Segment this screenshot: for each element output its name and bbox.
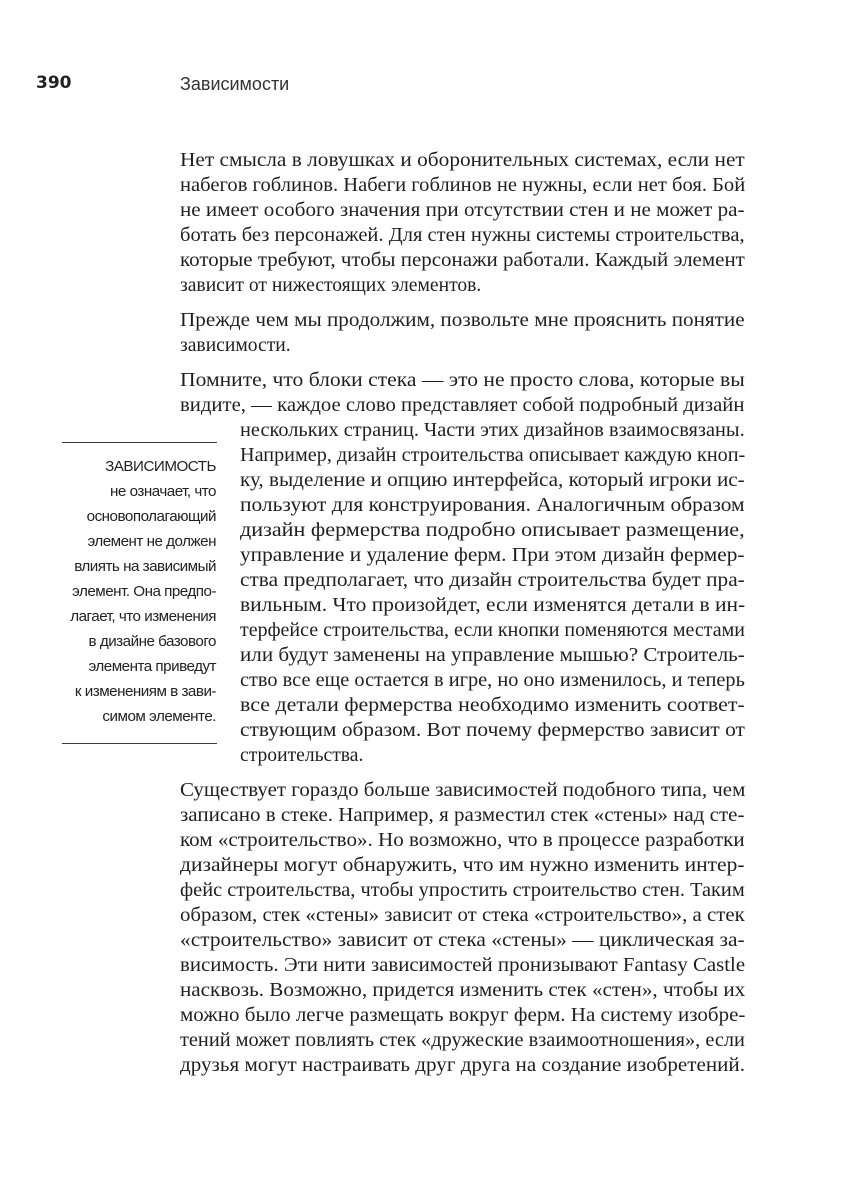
text-line: друзья могут настраивать друг друга на создание изобретений. bbox=[180, 1055, 745, 1076]
text-line: управление и удаление ферм. При этом дизайн фермер- bbox=[240, 545, 745, 566]
text-line: образом, стек «стены» зависит от стека «строительство», а стек bbox=[180, 905, 745, 926]
sidebar-line: элемент не должен bbox=[87, 533, 216, 550]
sidebar-line: в дизайне базового bbox=[88, 633, 216, 650]
text-line: терфейсе строительства, если кнопки поменяются местами bbox=[240, 620, 745, 641]
text-line: висимость. Эти нити зависимостей пронизывают Fantasy Castle bbox=[180, 955, 746, 976]
text-line: все детали фермерства необходимо изменить соответ- bbox=[240, 695, 745, 716]
sidebar-line: лагает, что изменения bbox=[70, 608, 216, 625]
sidebar-line: элемента приведут bbox=[88, 658, 216, 675]
sidebar-line: к изменениям в зави- bbox=[74, 683, 216, 700]
text-line: можно было легче размещать вокруг ферм. На систему изобре- bbox=[180, 1005, 746, 1026]
text-line: тений может повлиять стек «дружеские взаимоотношения», если bbox=[180, 1030, 745, 1051]
text-line: Помните, что блоки стека — это не просто слова, которые вы bbox=[180, 370, 745, 391]
text-line: ку, выделение и опцию интерфейса, который игроки ис- bbox=[240, 470, 745, 491]
sidebar-line: влиять на зависимый bbox=[74, 558, 216, 575]
text-line: Например, дизайн строительства описывает каждую кноп- bbox=[240, 445, 746, 466]
sidebar-term: ЗАВИСИМОСТЬ bbox=[105, 458, 216, 475]
text-line: видите, — каждое слово представляет собой подробный дизайн bbox=[180, 395, 745, 416]
text-line: строительства. bbox=[240, 745, 364, 766]
text-line: «строительство» зависит от стека «стены» — циклическая за- bbox=[180, 930, 745, 951]
text-line: набегов гоблинов. Набеги гоблинов не нужны, если нет боя. Бой bbox=[180, 175, 746, 196]
text-line: Нет смысла в ловушках и оборонительных системах, если нет bbox=[180, 150, 745, 171]
text-line: дизайнеры могут обнаружить, что им нужно изменить интер- bbox=[180, 855, 745, 876]
text-line: зависимости. bbox=[180, 335, 291, 356]
chapter-title: Зависимости bbox=[180, 74, 290, 94]
text-line: вильным. Что произойдет, если изменятся детали в ин- bbox=[240, 595, 746, 616]
page-number: 390 bbox=[36, 73, 72, 93]
text-line: фейс строительства, чтобы упростить строительство стен. Таким bbox=[180, 880, 745, 901]
sidebar-line: симом элементе. bbox=[102, 708, 216, 725]
text-line: ботать без персонажей. Для стен нужны системы строительства, bbox=[180, 225, 745, 246]
sidebar-bottom-rule bbox=[62, 743, 217, 744]
text-line: насквозь. Возможно, придется изменить стек «стен», чтобы их bbox=[180, 980, 746, 1001]
text-line: ство все еще остается в игре, но оно изменилось, и теперь bbox=[240, 670, 745, 691]
text-line: нескольких страниц. Части этих дизайнов взаимосвязаны. bbox=[240, 420, 745, 441]
text-line: зависит от нижестоящих элементов. bbox=[180, 275, 482, 296]
text-line: или будут заменены на управление мышью? Строитель- bbox=[240, 645, 745, 666]
text-line: записано в стеке. Например, я разместил стек «стены» над сте- bbox=[180, 805, 745, 826]
text-line: ком «строительство». Но возможно, что в процессе разработки bbox=[180, 830, 745, 851]
text-line: Прежде чем мы продолжим, позвольте мне прояснить понятие bbox=[180, 310, 745, 331]
text-line: не имеет особого значения при отсутствии стен и не может ра- bbox=[180, 200, 745, 221]
sidebar-line: элемент. Она предпо- bbox=[72, 583, 216, 600]
text-line: которые требуют, чтобы персонажи работали. Каждый элемент bbox=[180, 250, 745, 271]
text-line: пользуют для конструирования. Аналогичным образом bbox=[240, 495, 745, 516]
text-line: Существует гораздо больше зависимостей подобного типа, чем bbox=[180, 780, 746, 801]
text-line: ства предполагает, что дизайн строительства будет пра- bbox=[240, 570, 745, 591]
sidebar-line: основополагающий bbox=[86, 508, 216, 525]
sidebar-line: не означает, что bbox=[110, 483, 216, 500]
text-line: ствующим образом. Вот почему фермерство зависит от bbox=[240, 720, 745, 741]
text-line: дизайн фермерства подробно описывает размещение, bbox=[240, 520, 745, 541]
sidebar-top-rule bbox=[62, 442, 217, 443]
